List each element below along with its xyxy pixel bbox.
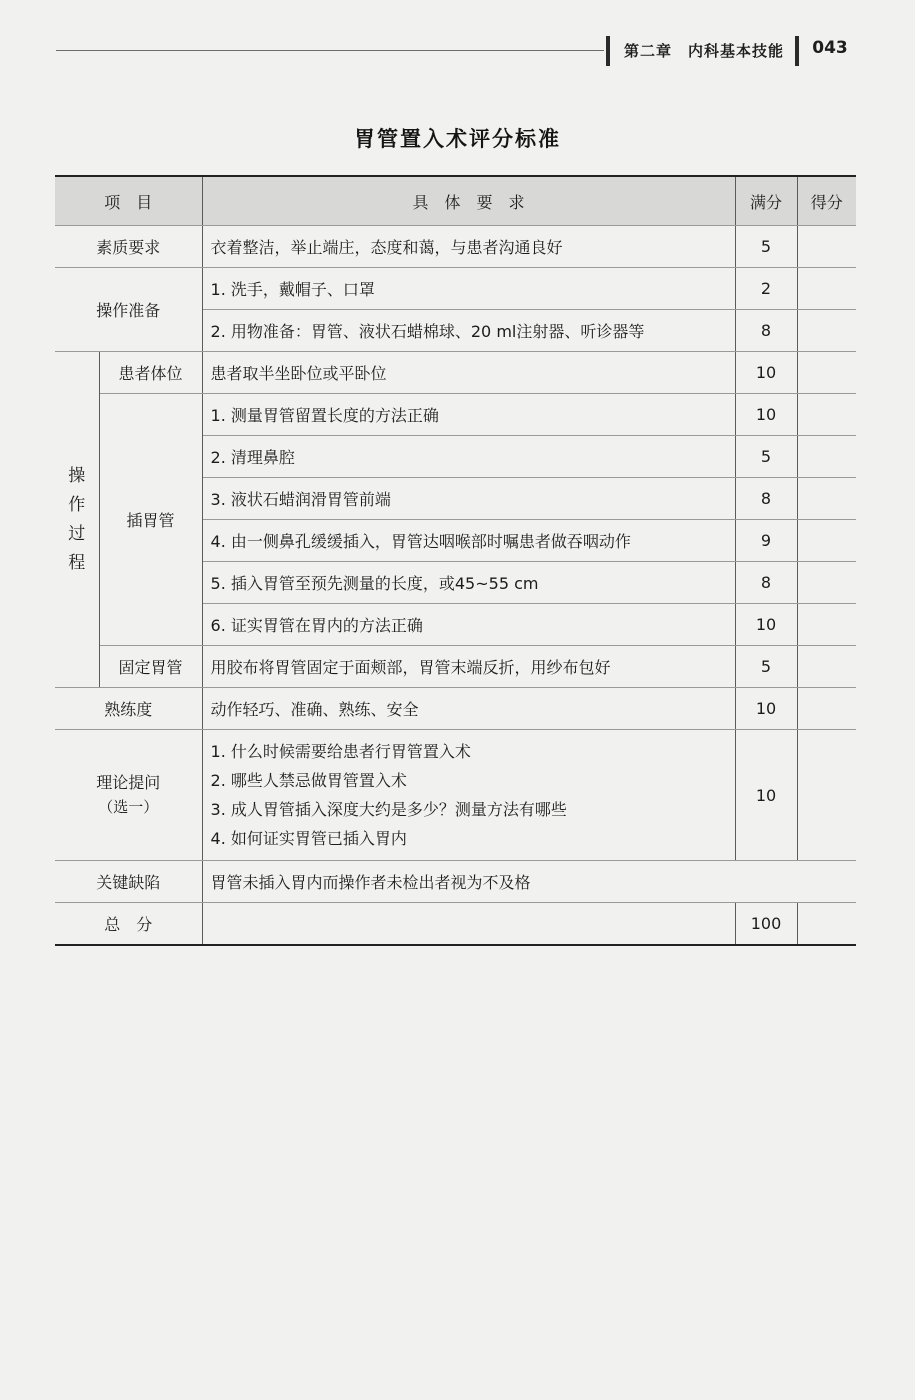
header-rule (56, 50, 604, 51)
chapter-title: 第二章 内科基本技能 (624, 42, 785, 60)
process-group-char: 程 (68, 552, 86, 573)
header-item: 项 目 (55, 176, 202, 226)
requirement-cell: 5. 插入胃管至预先测量的长度，或45~55 cm (202, 562, 735, 604)
full-score-cell: 5 (735, 226, 797, 268)
table-row (55, 394, 856, 436)
got-score-cell (797, 688, 856, 730)
table-row (55, 268, 856, 310)
header-got-score: 得分 (797, 176, 856, 226)
total-score-cell: 100 (735, 903, 797, 946)
header-requirement: 具 体 要 求 (202, 176, 735, 226)
full-score-cell: 10 (735, 352, 797, 394)
total-label-cell: 总 分 (55, 903, 202, 946)
header-divider (606, 36, 610, 66)
requirement-cell: 动作轻巧、准确、熟练、安全 (202, 688, 735, 730)
got-score-cell (797, 562, 856, 604)
got-score-cell (797, 604, 856, 646)
requirement-cell: 胃管未插入胃内而操作者未检出者视为不及格 (202, 861, 856, 903)
table-row (55, 646, 856, 688)
question-item: 1. 什么时候需要给患者行胃管置入术 (210, 742, 471, 761)
full-score-cell: 10 (735, 394, 797, 436)
table-header-row (55, 176, 856, 226)
theory-item-label: 理论提问 (96, 772, 161, 792)
got-score-cell (797, 352, 856, 394)
full-score-cell: 5 (735, 436, 797, 478)
item-cell: 患者体位 (99, 352, 202, 394)
table-row (55, 226, 856, 268)
requirement-cell: 4. 由一侧鼻孔缓缓插入，胃管达咽喉部时嘱患者做吞咽动作 (202, 520, 735, 562)
requirement-cell: 6. 证实胃管在胃内的方法正确 (202, 604, 735, 646)
question-item: 4. 如何证实胃管已插入胃内 (210, 829, 407, 848)
full-score-cell: 9 (735, 520, 797, 562)
item-cell: 熟练度 (55, 688, 202, 730)
full-score-cell: 10 (735, 730, 797, 861)
process-group-cell (55, 352, 99, 688)
item-cell: 操作准备 (55, 268, 202, 352)
questions-cell (202, 730, 735, 861)
got-score-cell (797, 310, 856, 352)
full-score-cell: 8 (735, 562, 797, 604)
got-score-cell (797, 520, 856, 562)
requirement-cell: 患者取半坐卧位或平卧位 (202, 352, 735, 394)
full-score-cell: 10 (735, 688, 797, 730)
requirement-cell: 1. 洗手，戴帽子、口罩 (202, 268, 735, 310)
got-score-cell (797, 436, 856, 478)
requirement-cell (202, 903, 735, 946)
item-cell: 关键缺陷 (55, 861, 202, 903)
got-score-cell (797, 730, 856, 861)
table-row (55, 730, 856, 861)
full-score-cell: 2 (735, 268, 797, 310)
process-group-char: 作 (68, 494, 86, 515)
table-row (55, 688, 856, 730)
full-score-cell: 10 (735, 604, 797, 646)
requirement-cell: 2. 清理鼻腔 (202, 436, 735, 478)
item-cell (55, 730, 202, 861)
requirement-cell: 2. 用物准备：胃管、液状石蜡棉球、20 ml注射器、听诊器等 (202, 310, 735, 352)
requirement-cell: 1. 测量胃管留置长度的方法正确 (202, 394, 735, 436)
got-score-cell (797, 394, 856, 436)
requirement-cell: 3. 液状石蜡润滑胃管前端 (202, 478, 735, 520)
question-item: 3. 成人胃管插入深度大约是多少？测量方法有哪些 (210, 800, 567, 819)
scoring-table (55, 175, 856, 946)
item-cell: 素质要求 (55, 226, 202, 268)
got-score-cell (797, 903, 856, 946)
table-row (55, 903, 856, 946)
table-row (55, 352, 856, 394)
full-score-cell: 8 (735, 310, 797, 352)
got-score-cell (797, 226, 856, 268)
table-row (55, 861, 856, 903)
page-number: 043 (812, 38, 848, 58)
requirement-cell: 衣着整洁，举止端庄，态度和蔼，与患者沟通良好 (202, 226, 735, 268)
process-group-char: 操 (68, 465, 86, 486)
got-score-cell (797, 268, 856, 310)
item-cell: 固定胃管 (99, 646, 202, 688)
header-divider (795, 36, 799, 66)
table-title: 胃管置入术评分标准 (354, 127, 561, 151)
question-item: 2. 哪些人禁忌做胃管置入术 (210, 771, 407, 790)
full-score-cell: 8 (735, 478, 797, 520)
got-score-cell (797, 478, 856, 520)
header-full-score: 满分 (735, 176, 797, 226)
requirement-cell: 用胶布将胃管固定于面颊部，胃管末端反折，用纱布包好 (202, 646, 735, 688)
theory-item-sub: （选一） (98, 797, 159, 816)
process-group-char: 过 (68, 523, 86, 544)
full-score-cell: 5 (735, 646, 797, 688)
item-cell: 插胃管 (99, 394, 202, 646)
got-score-cell (797, 646, 856, 688)
